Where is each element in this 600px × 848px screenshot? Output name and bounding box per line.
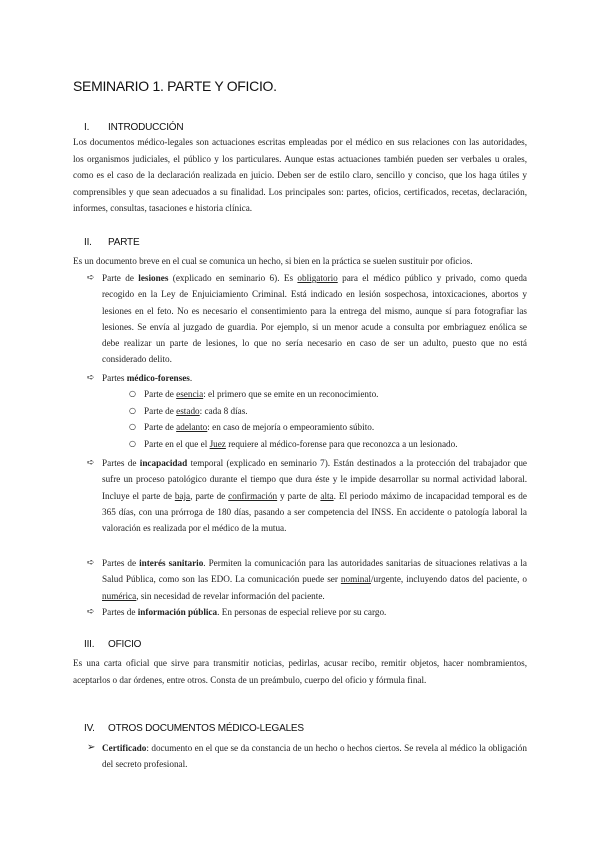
sub-item-esencia: ○ Parte de esencia: el primero que se emite en un reconocimiento. [129, 386, 527, 402]
section-heading-introduccion [73, 122, 527, 133]
list-item-incapacidad [73, 455, 527, 536]
circle-bullet-icon: ○ [129, 389, 136, 398]
hand-pointer-icon: ➪ [87, 373, 95, 383]
parte-paragraph: Es un documento breve en el cual se comunica un hecho, si bien en la práctica se suelen sustituir por oficios. [73, 256, 473, 266]
page-title: SEMINARIO 1. PARTE Y OFICIO. [73, 78, 277, 94]
arrowhead-icon: ➢ [87, 742, 96, 753]
list-item-text: Partes médico-forenses. [102, 373, 193, 383]
hand-pointer-icon: ➪ [87, 458, 95, 468]
section-number: III. [84, 639, 95, 650]
list-item-text: Certificado: documento en el que se da constancia de un hecho o hechos ciertos. Se revela al médico la obligación del secreto profesional. [102, 743, 527, 770]
circle-bullet-icon: ○ [129, 439, 136, 448]
section-heading-otros-documentos [73, 723, 527, 734]
section-title: OTROS DOCUMENTOS MÉDICO-LEGALES [108, 723, 304, 734]
section-heading-parte [73, 237, 527, 248]
list-item-text: Partes de información pública. En personas de especial relieve por su cargo. [102, 607, 387, 617]
section-title: PARTE [108, 237, 140, 248]
hand-pointer-icon: ➪ [87, 607, 95, 617]
list-item-certificado [73, 740, 527, 773]
sub-item-estado: ○ Parte de estado: cada 8 días. [129, 403, 527, 419]
list-item-text: Partes de incapacidad temporal (explicado en seminario 7). Están destinados a la protección del trabajador que sufre un proceso patológico durante el tiempo que dura éste y le impide desarrollar su normal actividad laboral. Incluye el parte de baja, parte de confirmación y parte de alta. El periodo máximo de incapacidad temporal es de 365 días, con una prórroga de 180 días, pasando a ser competencia del INSS. En accidente o patología laboral la valoración es realizada por el médico de la mutua. [102, 458, 528, 534]
oficio-paragraph: Es una carta oficial que sirve para transmitir noticias, pedirlas, acusar recibo, remitir objetos, hacer nombramientos, aceptarlos o dar órdenes, entre otros. Consta de un preámbulo, cuerpo del oficio y fórmula final. [73, 658, 527, 685]
section-number: II. [84, 237, 92, 248]
intro-paragraph: Los documentos médico-legales son actuaciones escritas empleadas por el médico en sus relaciones con las autoridades, los organismos judiciales, el público y los particulares. Aunque estas actuaciones también pueden ser verbales u orales, como es el caso de la declaración realizada en juicio. Deben ser de estilo claro, sencillo y conciso, que los haga útiles y comprensibles y que sean adecuados a su finalidad. Los principales son: partes, oficios, certificados, recetas, declaración, informes, consultas, tasaciones e historia clínica. [73, 137, 527, 213]
section-title: INTRODUCCIÓN [108, 122, 184, 133]
list-item-text: Partes de interés sanitario. Permiten la comunicación para las autoridades sanitarias de situaciones relativas a la Salud Pública, como son las EDO. La comunicación puede ser nominal/urgente, incluyendo datos del paciente, o numérica, sin necesidad de revelar información del paciente. [102, 558, 527, 601]
list-item-lesiones [73, 270, 527, 368]
circle-bullet-icon: ○ [129, 422, 136, 431]
hand-pointer-icon: ➪ [87, 558, 95, 568]
hand-pointer-icon: ➪ [87, 273, 95, 283]
sub-item-adelanto: ○ Parte de adelanto: en caso de mejoría o empeoramiento súbito. [129, 419, 527, 435]
list-item-text: Parte de lesiones (explicado en seminario 6). Es obligatorio para el médico público y privado, como queda recogido en la Ley de Enjuiciamiento Criminal. Está indicado en lesión sospechosa, intoxicaciones, abortos y lesiones en el feto. No es necesario el consentimiento para la entrega del mismo, aunque sí para fotografiar las lesiones. Se envía al juzgado de guardia. Por ejemplo, si un menor acude a consulta por embriaguez enólica se debe realizar un parte de lesiones, lo que no sería necesario en caso de ser un adulto, puesto que no está considerado delito. [102, 273, 527, 365]
list-item-interes-sanitario [73, 555, 527, 604]
list-item-forenses [73, 370, 527, 386]
section-title: OFICIO [108, 639, 142, 650]
sub-item-juez: ○ Parte en el que el Juez requiere al médico-forense para que reconozca a un lesionado. [129, 436, 527, 452]
section-number: IV. [84, 723, 95, 734]
section-number: I. [84, 122, 90, 133]
circle-bullet-icon: ○ [129, 406, 136, 415]
list-item-informacion-publica [73, 604, 527, 620]
section-heading-oficio [73, 639, 527, 650]
